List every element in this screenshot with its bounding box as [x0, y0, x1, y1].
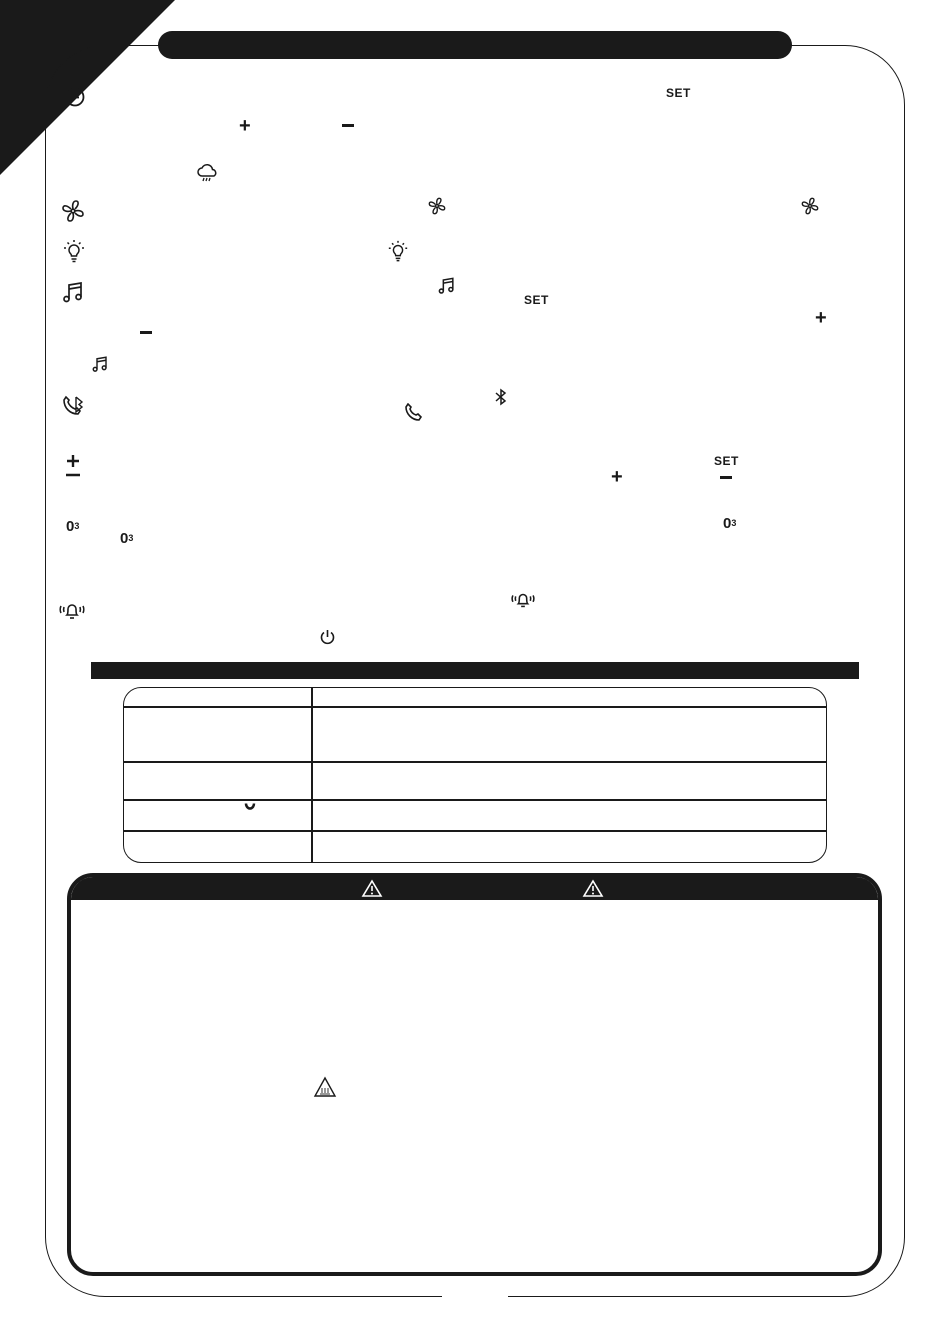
bluetooth-icon [494, 388, 508, 406]
minus-button-glyph [342, 124, 354, 127]
section-divider-bar [91, 662, 859, 679]
degree-mark-icon [244, 802, 256, 810]
clock-icon [64, 86, 86, 108]
bluetooth-phone-icon [59, 391, 87, 419]
plus-button-label: + [239, 115, 251, 137]
cloud-rain-icon [196, 163, 220, 183]
plus-button-label: + [815, 307, 827, 329]
warning-box [67, 873, 882, 1276]
display-off-icon: 0 3 [120, 530, 134, 547]
warning-triangle-icon [582, 879, 604, 898]
music-note-icon [91, 355, 109, 373]
display-off-icon: 0 3 [66, 518, 80, 535]
plus-minus-icon [64, 453, 82, 479]
section-header-bar [158, 31, 792, 59]
music-note-icon [437, 276, 456, 295]
fan-icon [60, 198, 86, 224]
set-button-label: SET [666, 86, 691, 100]
table-row-divider [124, 706, 826, 708]
plus-button-label: + [611, 466, 623, 488]
minus-button-glyph [140, 331, 152, 334]
hot-surface-warning-icon [313, 1076, 337, 1098]
table-row-divider [124, 799, 826, 801]
minus-button-glyph [720, 476, 732, 479]
fan-icon [427, 196, 447, 216]
display-off-icon: 0 3 [723, 515, 737, 532]
table-row-divider [124, 761, 826, 763]
specs-table [123, 687, 827, 863]
bulb-icon [62, 238, 86, 264]
fan-icon [800, 196, 820, 216]
set-button-label: SET [714, 454, 739, 468]
warning-triangle-icon [361, 879, 383, 898]
music-note-icon [61, 280, 85, 304]
page-number-slot [442, 1290, 508, 1302]
power-icon [319, 628, 336, 646]
table-column-divider [311, 688, 313, 862]
set-button-label: SET [524, 293, 549, 307]
warning-header [71, 877, 878, 900]
alarm-bell-icon [509, 589, 537, 611]
phone-icon [403, 403, 423, 423]
bulb-icon [387, 239, 409, 263]
table-row-divider [124, 830, 826, 832]
alarm-bell-icon [57, 599, 87, 623]
